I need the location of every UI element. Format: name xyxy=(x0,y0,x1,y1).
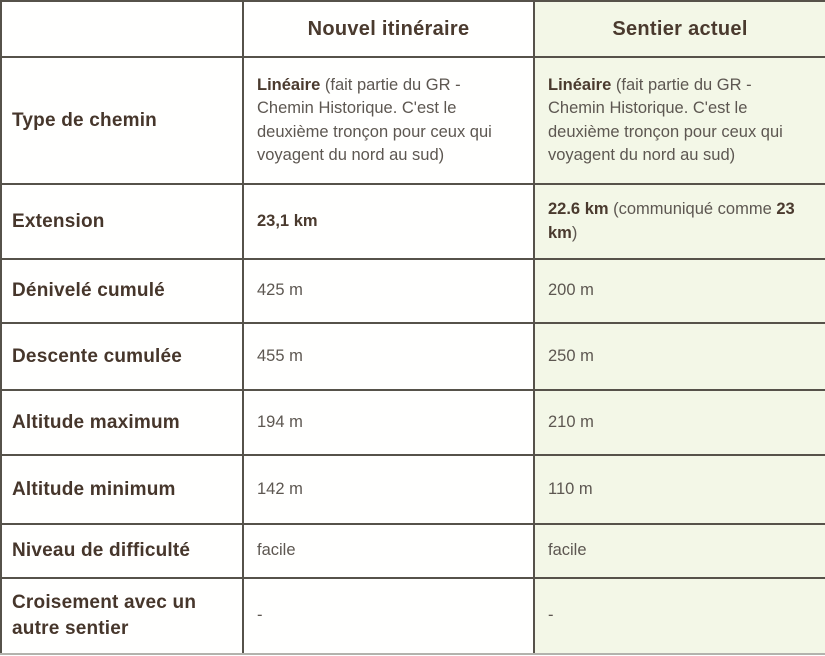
table-row xyxy=(1,524,825,578)
cell-nouvel-itineraire xyxy=(243,57,534,184)
table-row xyxy=(1,323,825,390)
col-header-nouvel-itineraire: Nouvel itinéraire xyxy=(243,1,534,57)
row-label: Niveau de difficulté xyxy=(1,524,243,578)
cell-sentier-actuel xyxy=(534,57,825,184)
col-header-sentier-actuel: Sentier actuel xyxy=(534,1,825,57)
table-row xyxy=(1,390,825,455)
cell-sentier-actuel xyxy=(534,323,825,390)
cell-text: 210 m xyxy=(548,412,594,431)
cell-text: (fait partie du GR - Chemin Historique. C'est le deuxième tronçon pour ceux qui voyagent du nord au sud) xyxy=(257,75,492,164)
table-row xyxy=(1,259,825,323)
cell-text: facile xyxy=(548,541,587,560)
cell-nouvel-itineraire xyxy=(243,455,534,524)
cell-sentier-actuel xyxy=(534,390,825,455)
cell-text-bold: Linéaire xyxy=(257,75,321,94)
cell-sentier-actuel xyxy=(534,524,825,578)
cell-text-bold: 23 km xyxy=(548,200,795,242)
table-row xyxy=(1,57,825,184)
cell-text: 455 m xyxy=(257,346,303,365)
cell-sentier-actuel xyxy=(534,184,825,259)
cell-text: - xyxy=(257,606,263,625)
cell-text: ) xyxy=(571,223,578,242)
cell-sentier-actuel xyxy=(534,578,825,654)
cell-text: 194 m xyxy=(257,412,303,431)
row-label: Altitude minimum xyxy=(1,455,243,524)
cell-nouvel-itineraire xyxy=(243,524,534,578)
cell-nouvel-itineraire xyxy=(243,259,534,323)
table-body xyxy=(1,57,825,654)
cell-text: 142 m xyxy=(257,479,303,498)
row-label: Descente cumulée xyxy=(1,323,243,390)
cell-text-bold: 22.6 km xyxy=(548,200,609,219)
cell-sentier-actuel xyxy=(534,455,825,524)
cell-text: (fait partie du GR - Chemin Historique. C'est le deuxième tronçon pour ceux qui voyagent du nord au sud) xyxy=(548,75,783,164)
cell-nouvel-itineraire xyxy=(243,184,534,259)
cell-text: 110 m xyxy=(548,479,593,498)
table-row xyxy=(1,578,825,654)
cell-nouvel-itineraire xyxy=(243,578,534,654)
table-row xyxy=(1,455,825,524)
cell-text: facile xyxy=(257,541,296,560)
cell-text: 200 m xyxy=(548,281,594,300)
row-label: Croisement avec un autre sentier xyxy=(1,578,243,654)
cell-nouvel-itineraire xyxy=(243,390,534,455)
cell-text: 425 m xyxy=(257,281,303,300)
row-label: Dénivelé cumulé xyxy=(1,259,243,323)
table-row xyxy=(1,184,825,259)
cell-text: - xyxy=(548,606,554,625)
header-row xyxy=(1,1,825,57)
cell-text-bold: 23,1 km xyxy=(257,211,318,230)
cell-nouvel-itineraire xyxy=(243,323,534,390)
row-label: Type de chemin xyxy=(1,57,243,184)
cell-sentier-actuel xyxy=(534,259,825,323)
row-label: Altitude maximum xyxy=(1,390,243,455)
row-label: Extension xyxy=(1,184,243,259)
cell-text: 250 m xyxy=(548,346,594,365)
cell-text: (communiqué comme xyxy=(608,200,777,219)
corner-cell xyxy=(1,1,243,57)
cell-text-bold: Linéaire xyxy=(548,75,612,94)
